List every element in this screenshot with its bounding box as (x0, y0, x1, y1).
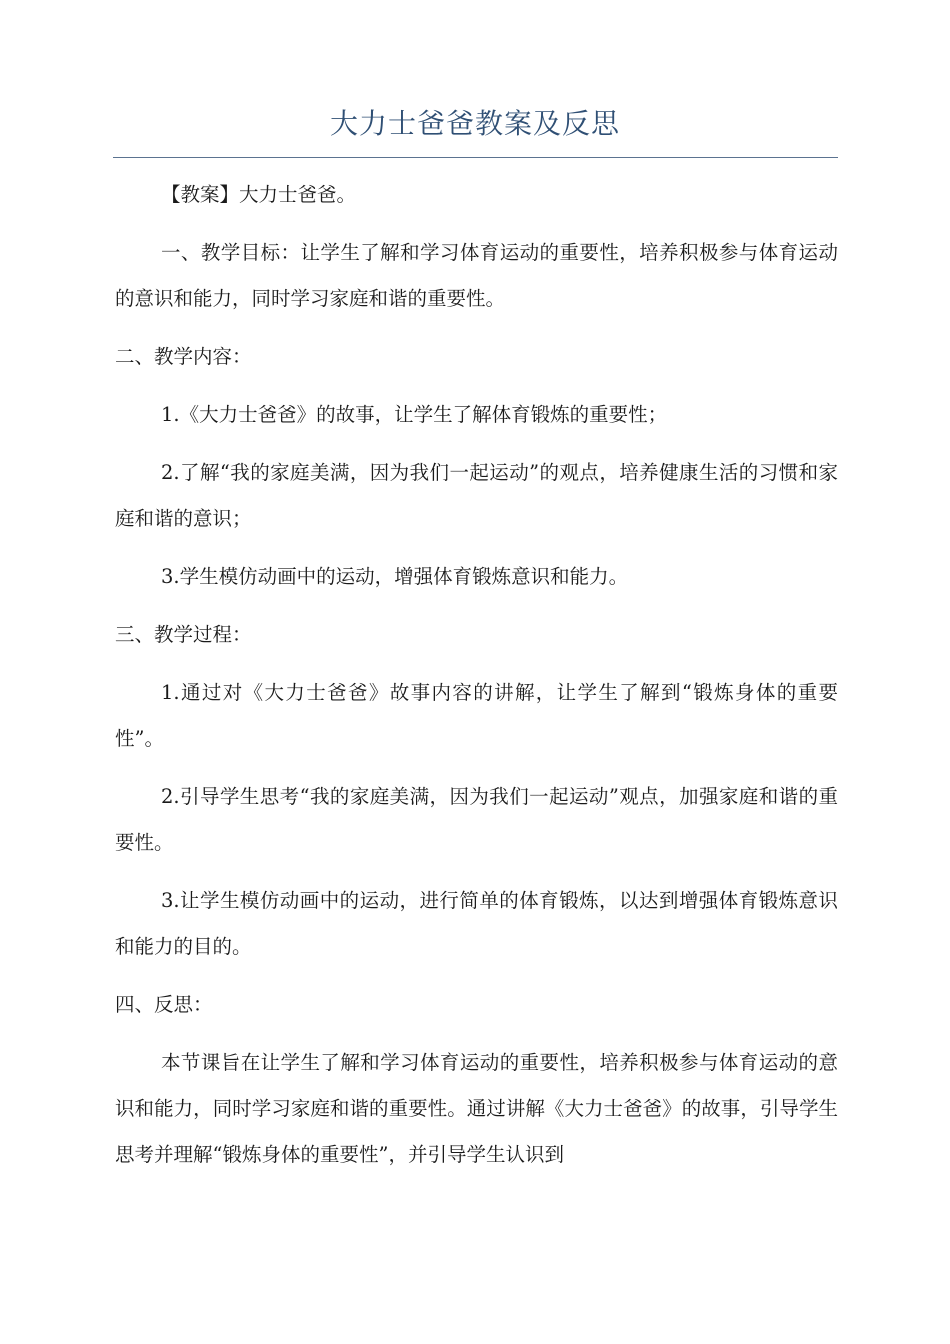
list-item-content-3: 3.学生模仿动画中的运动，增强体育锻炼意识和能力。 (161, 565, 629, 588)
list-item-process-3: 3.让学生模仿动画中的运动，进行简单的体育锻炼，以达到增强体育锻炼意识和能力的目的。 (115, 889, 838, 958)
heading-teaching-process: 三、教学过程： (115, 623, 252, 646)
heading-teaching-content: 二、教学内容： (115, 345, 252, 368)
list-item-process-2: 2.引导学生思考“我的家庭美满，因为我们一起运动”观点，加强家庭和谐的重要性。 (115, 785, 838, 854)
paragraph-teaching-goals: 一、教学目标：让学生了解和学习体育运动的重要性，培养积极参与体育运动的意识和能力，同时学习家庭和谐的重要性。 (115, 241, 838, 310)
title-divider (113, 157, 838, 158)
list-item-content-2: 2.了解“我的家庭美满，因为我们一起运动”的观点，培养健康生活的习惯和家庭和谐的意识； (115, 461, 838, 530)
document-title: 大力士爸爸教案及反思 (329, 107, 620, 140)
paragraph-lesson-label: 【教案】大力士爸爸。 (161, 183, 357, 206)
document-body (115, 172, 838, 1178)
list-item-content-1: 1.《大力士爸爸》的故事，让学生了解体育锻炼的重要性； (161, 403, 668, 426)
paragraph-reflection: 本节课旨在让学生了解和学习体育运动的重要性，培养积极参与体育运动的意识和能力，同时学习家庭和谐的重要性。通过讲解《大力士爸爸》的故事，引导学生思考并理解“锻炼身体的重要性”，并引导学生认识到 (115, 1051, 838, 1166)
heading-reflection: 四、反思： (115, 993, 213, 1016)
list-item-process-1: 1.通过对《大力士爸爸》故事内容的讲解，让学生了解到“锻炼身体的重要性”。 (115, 681, 838, 750)
